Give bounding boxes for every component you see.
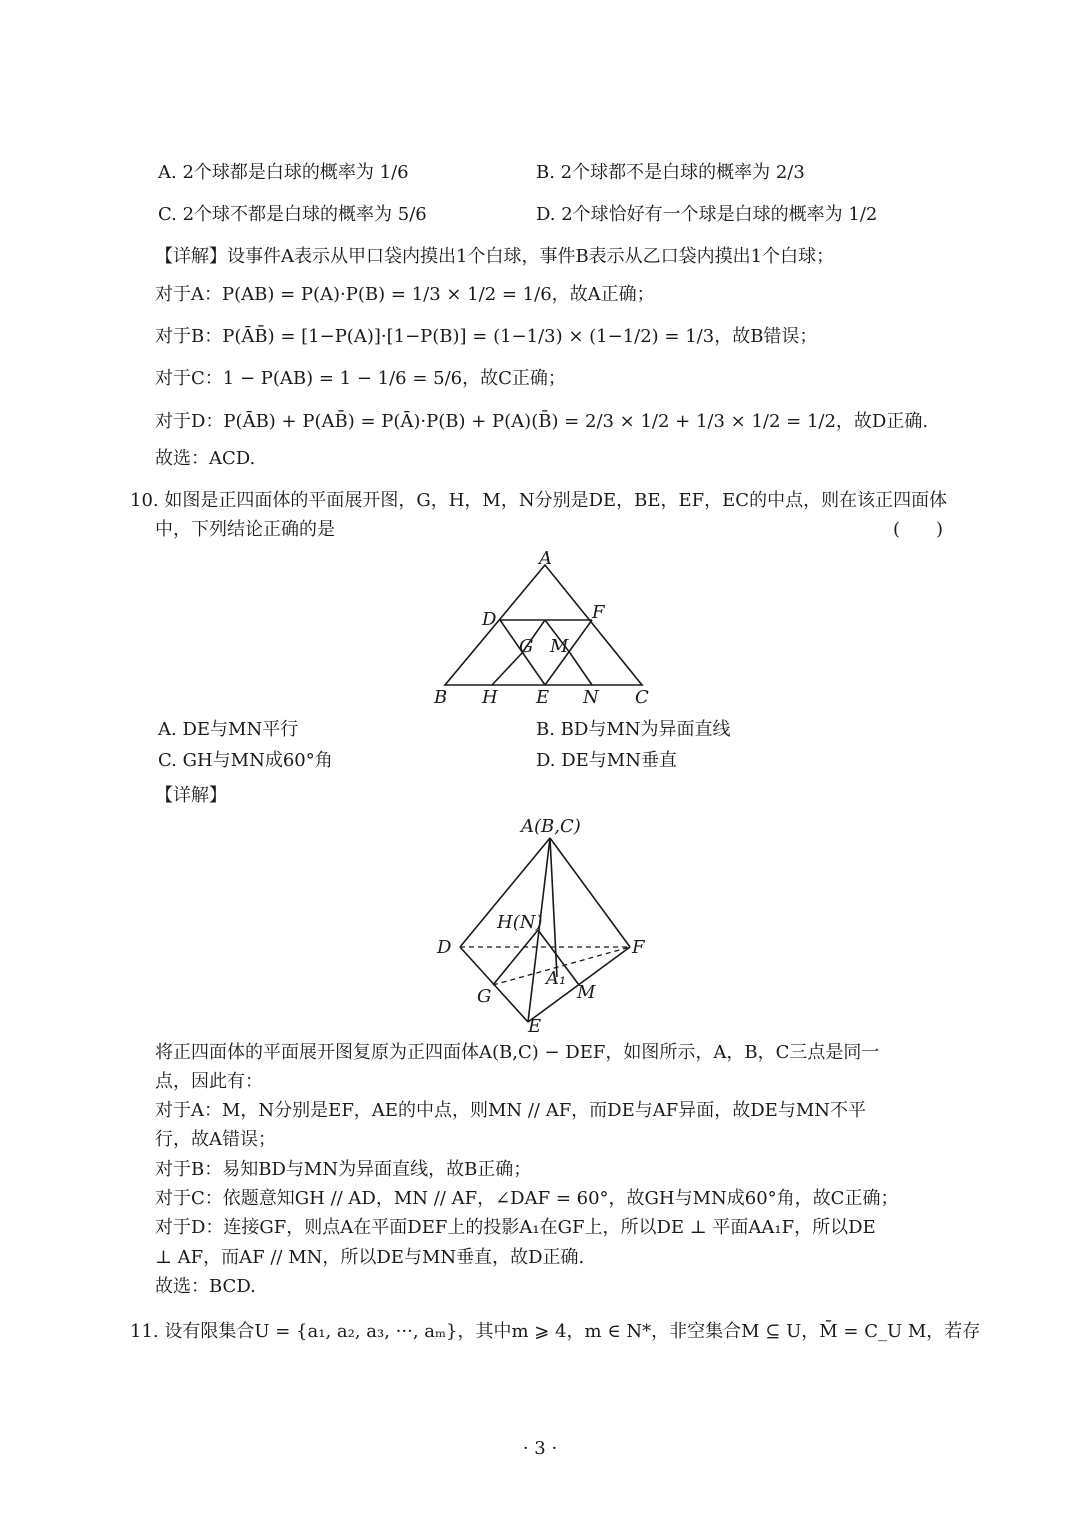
label-m: M bbox=[577, 982, 596, 1003]
q10-option-a: A. DE与MN平行 bbox=[158, 719, 299, 740]
q9-solution-line: 对于D：P(ĀB) + P(AB̄) = P(Ā)·P(B) + P(A)(B̄) = 2/3 × 1/2 + 1/3 × 1/2 = 1/2，故D正确. bbox=[155, 411, 929, 432]
q10-detail-label: 【详解】 bbox=[155, 785, 227, 806]
q10-stem: 10. 如图是正四面体的平面展开图，G，H，M，N分别是DE，BE，EF，EC的中点，则在该正四面体 bbox=[130, 490, 948, 511]
tetrahedron-net-figure bbox=[420, 545, 670, 710]
q9-solution-line: 【详解】设事件A表示从甲口袋内摸出1个白球，事件B表示从乙口袋内摸出1个白球； bbox=[155, 246, 835, 267]
q11-stem: 11. 设有限集合U = {a₁, a₂, a₃, ···, aₘ}，其中m ⩾ 4，m ∈ N*，非空集合M ⊆ U，M̄ = C_U M，若存 bbox=[130, 1321, 981, 1342]
q9-option-c: C. 2个球不都是白球的概率为 5/6 bbox=[158, 204, 427, 225]
label-a1: A₁ bbox=[546, 968, 567, 989]
q9-solution-line: 对于B：P(ĀB̄) = [1−P(A)]·[1−P(B)] = (1−1/3) × (1−1/2) = 1/3，故B错误； bbox=[155, 326, 818, 347]
label-f: F bbox=[632, 937, 645, 958]
q9-solution-line: 对于A：P(AB) = P(A)·P(B) = 1/3 × 1/2 = 1/6，故A正确； bbox=[155, 284, 655, 305]
q10-option-d: D. DE与MN垂直 bbox=[536, 750, 677, 771]
page-number: · 3 · bbox=[522, 1438, 558, 1459]
label-h: H bbox=[482, 687, 498, 708]
q9-solution-line: 对于C：1 − P(AB) = 1 − 1/6 = 5/6，故C正确； bbox=[155, 368, 566, 389]
label-m: M bbox=[550, 636, 569, 657]
q10-option-b: B. BD与MN为异面直线 bbox=[536, 719, 731, 740]
q9-option-d: D. 2个球恰好有一个球是白球的概率为 1/2 bbox=[536, 204, 878, 225]
q10-solution-line: 对于D：连接GF，则点A在平面DEF上的投影A₁在GF上，所以DE ⊥ 平面AA₁F，所以DE bbox=[155, 1217, 876, 1238]
q9-option-a: A. 2个球都是白球的概率为 1/6 bbox=[158, 162, 409, 183]
label-f: F bbox=[592, 602, 605, 623]
q10-solution-line: ⊥ AF，而AF // MN，所以DE与MN垂直，故D正确. bbox=[155, 1247, 585, 1268]
label-hn: H(N) bbox=[497, 912, 543, 933]
label-abc: A(B,C) bbox=[521, 816, 581, 837]
label-e: E bbox=[536, 687, 550, 708]
label-g: G bbox=[477, 986, 492, 1007]
label-n: N bbox=[583, 687, 599, 708]
q10-solution-line: 行，故A错误； bbox=[155, 1129, 276, 1150]
label-d: D bbox=[482, 609, 497, 630]
q10-solution-line: 对于B：易知BD与MN为异面直线，故B正确； bbox=[155, 1159, 532, 1180]
tetrahedron-figure bbox=[425, 810, 665, 1040]
q10-stem-cont: 中，下列结论正确的是 bbox=[155, 519, 335, 540]
label-e: E bbox=[528, 1016, 542, 1037]
label-c: C bbox=[635, 687, 649, 708]
q10-solution-line: 对于C：依题意知GH // AD，MN // AF，∠DAF = 60°，故GH与MN成60°角，故C正确； bbox=[155, 1188, 899, 1209]
q9-solution-line: 故选：ACD. bbox=[155, 448, 256, 469]
label-g: G bbox=[519, 636, 534, 657]
label-b: B bbox=[434, 687, 448, 708]
q10-option-c: C. GH与MN成60°角 bbox=[158, 750, 333, 771]
label-d: D bbox=[437, 937, 452, 958]
q10-solution-line: 故选：BCD. bbox=[155, 1276, 256, 1297]
q10-solution-line: 将正四面体的平面展开图复原为正四面体A(B,C) − DEF，如图所示，A，B，C三点是同一 bbox=[155, 1042, 880, 1063]
q10-solution-line: 点，因此有： bbox=[155, 1071, 263, 1092]
q9-option-b: B. 2个球都不是白球的概率为 2/3 bbox=[536, 162, 805, 183]
q10-solution-line: 对于A：M，N分别是EF，AE的中点，则MN // AF，而DE与AF异面，故DE与MN不平 bbox=[155, 1100, 866, 1121]
answer-paren: ( ) bbox=[893, 519, 944, 540]
label-a: A bbox=[539, 548, 552, 569]
